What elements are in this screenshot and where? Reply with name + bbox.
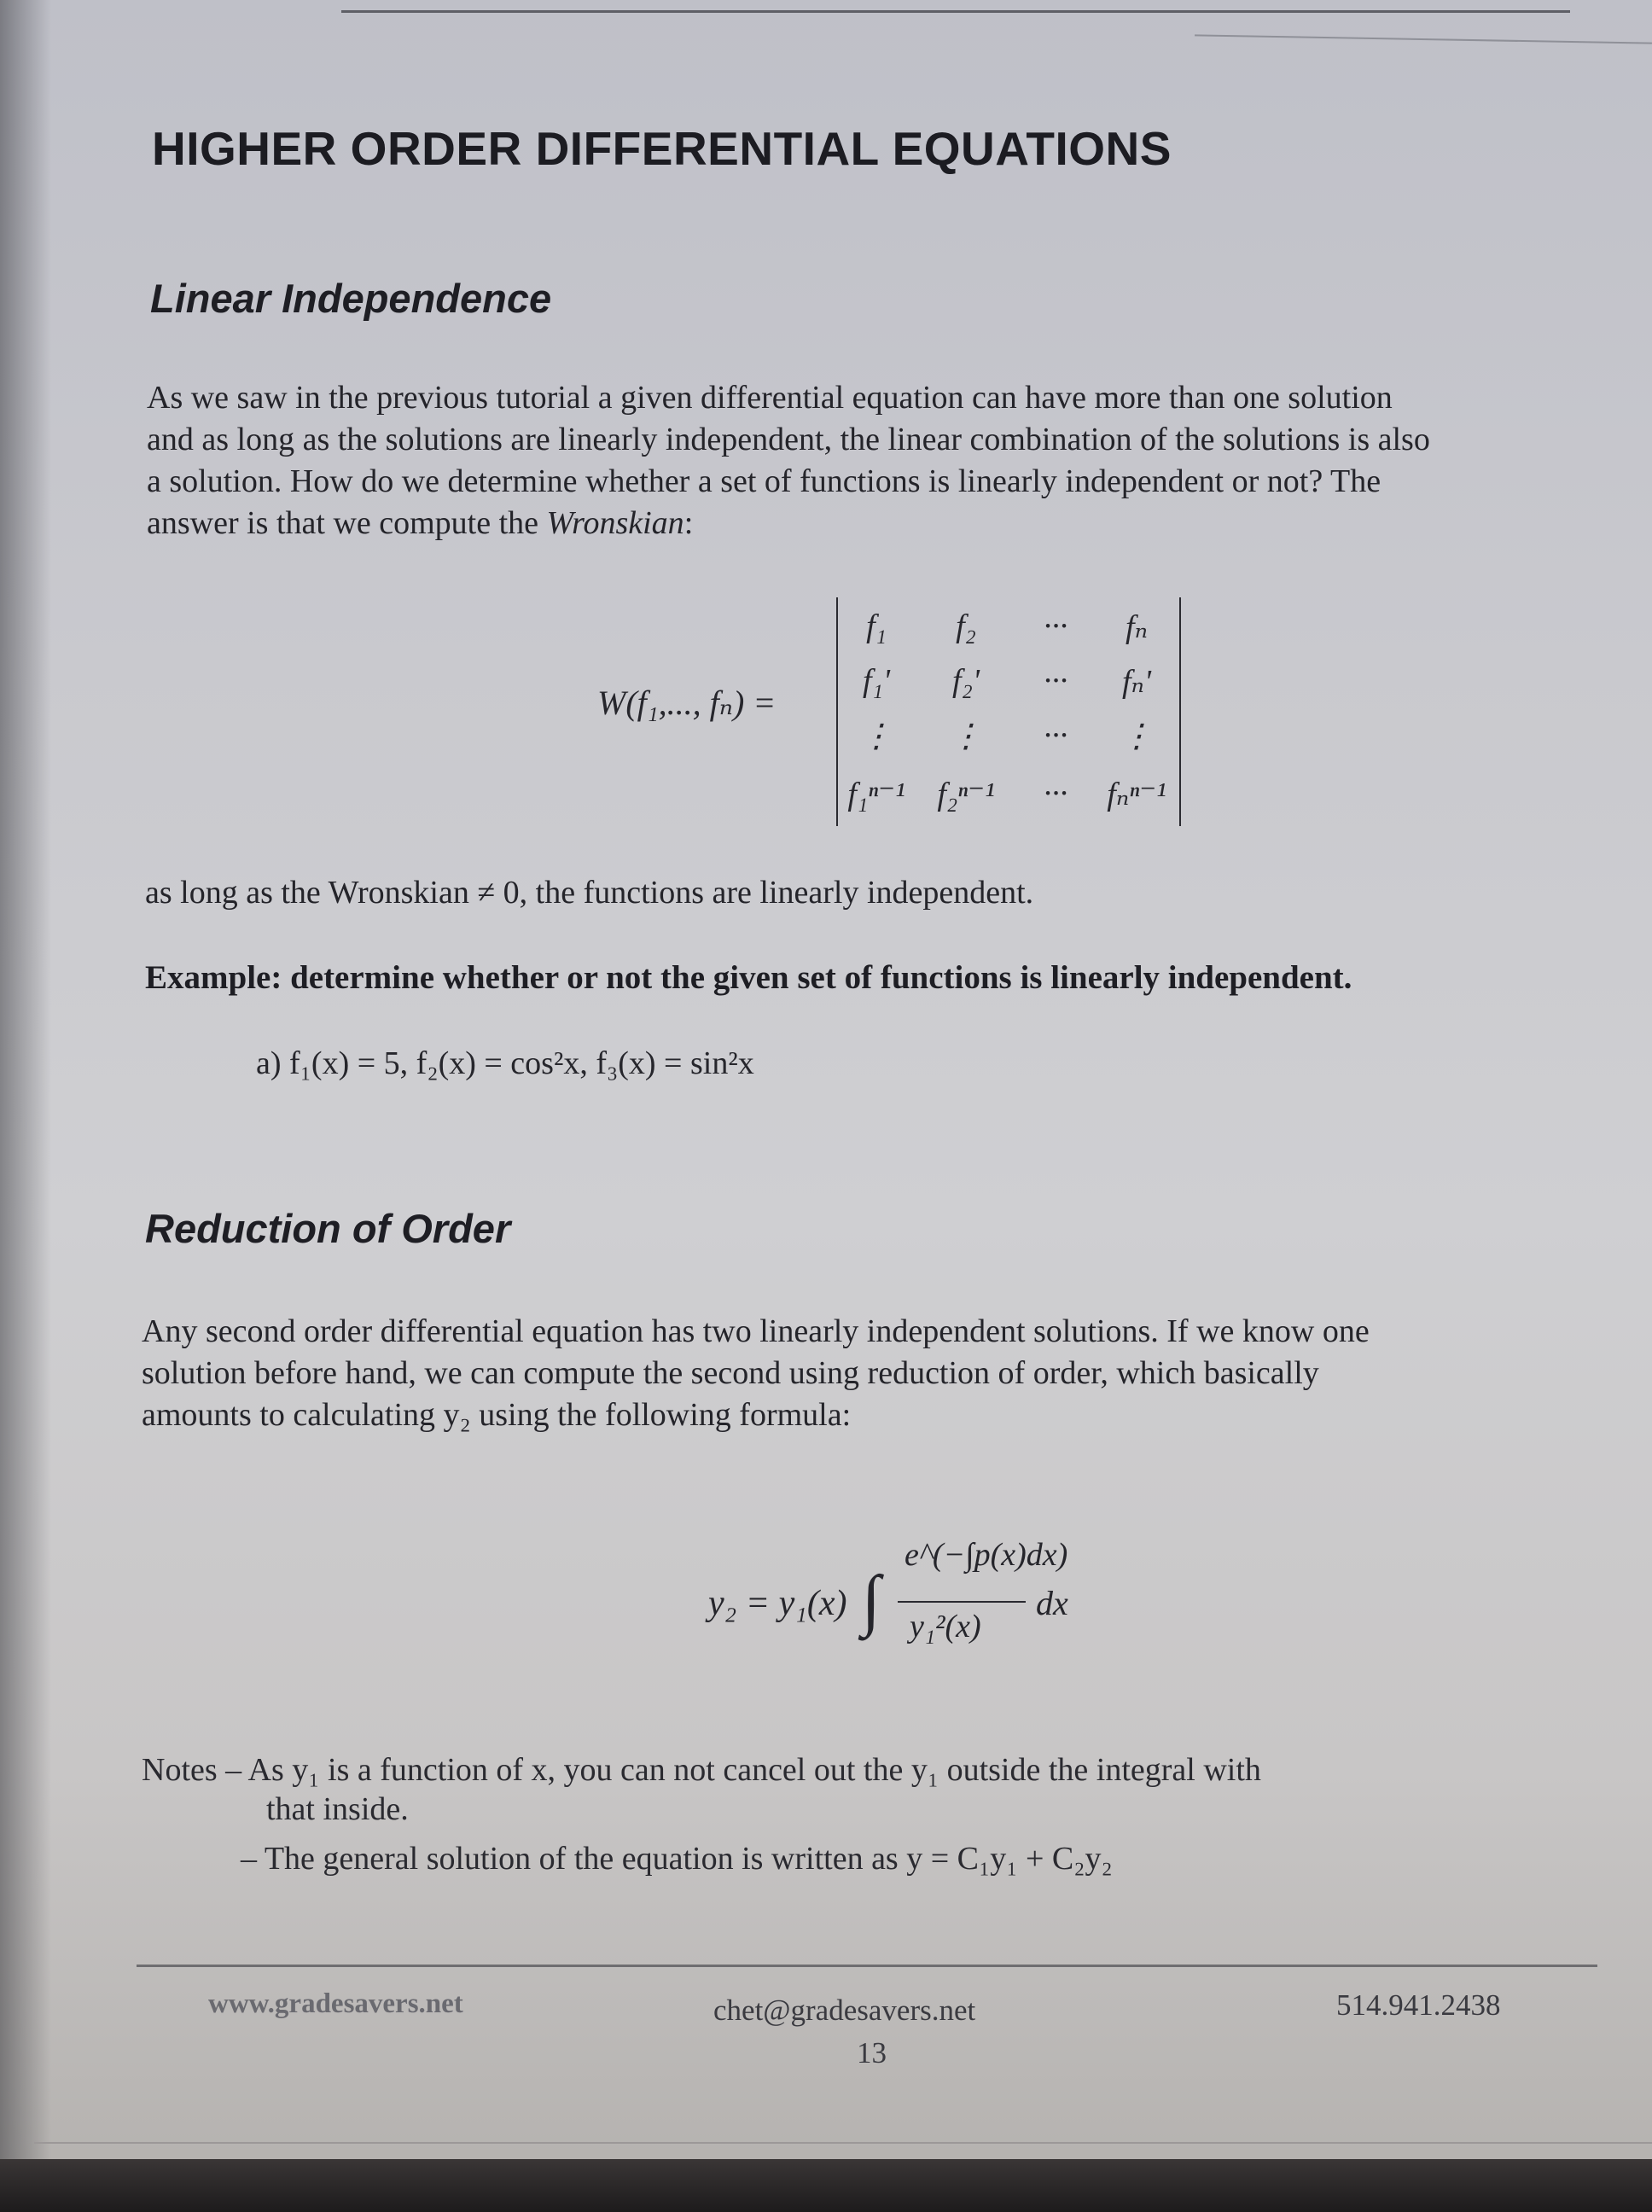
background-surface (0, 2159, 1652, 2212)
paragraph-line: As we saw in the previous tutorial a given differential equation can have more than one solution (147, 380, 1393, 416)
footer-rule (137, 1965, 1597, 1967)
notes-line-1 (142, 1751, 1261, 1789)
matrix-cell: ··· (1043, 608, 1068, 644)
page-edge (1195, 34, 1652, 44)
matrix-cell: ··· (1043, 718, 1068, 754)
wronskian-lhs: W(f₁,..., fₙ) = (597, 684, 777, 722)
example-heading: Example: determine whether or not the given set of functions is linearly independent. (145, 959, 1352, 996)
matrix-cell: ··· (1043, 663, 1068, 699)
paragraph-line: solution before hand, we can compute the second using reduction of order, which basically (142, 1355, 1319, 1391)
matrix-cell: fₙⁿ⁻¹ (1107, 777, 1166, 812)
matrix-cell: f₁ (866, 608, 887, 644)
page-shadow (0, 0, 51, 2212)
section-heading-reduction-of-order: Reduction of Order (145, 1206, 511, 1251)
footer-website: www.gradesavers.net (208, 1988, 463, 2019)
footer-page-number: 13 (857, 2036, 887, 2069)
wronskian-determinant (836, 597, 1181, 826)
reduction-paragraph (142, 1311, 1370, 1436)
paragraph-line: a solution. How do we determine whether a set of functions is linearly independent or not? The (147, 463, 1382, 499)
paragraph-line: Any second order differential equation has two linearly independent solutions. If we know one (142, 1313, 1370, 1349)
lower-page-edge (34, 2142, 1652, 2144)
matrix-cell: ⋮ (1120, 719, 1153, 754)
paragraph-line (147, 503, 1430, 544)
footer-phone: 514.941.2438 (1336, 1988, 1501, 2022)
footer-email: chet@gradesavers.net (713, 1994, 976, 2027)
wronskian-term: Wronskian (546, 505, 684, 541)
formula-numerator: e^(−∫p(x)dx) (905, 1537, 1068, 1573)
note-text: – As y₁ is a function of x, you can not cancel out the y₁ outside the integral with (225, 1752, 1261, 1788)
notes-line-2: that inside. (266, 1791, 409, 1827)
formula-dx: dx (1036, 1584, 1068, 1622)
matrix-cell: f₂' (952, 663, 980, 699)
notes-label: Notes (142, 1752, 218, 1788)
matrix-cell: ··· (1043, 776, 1068, 812)
notes-line-3: – The general solution of the equation is written as y = C₁y₁ + C₂y₂ (241, 1841, 1113, 1877)
matrix-cell: f₁' (863, 663, 890, 699)
top-rule (341, 10, 1570, 13)
matrix-cell: f₁ⁿ⁻¹ (847, 777, 905, 812)
wronskian-equation (597, 597, 1195, 828)
reduction-formula (708, 1536, 1101, 1673)
paragraph-line: and as long as the solutions are linearly independent, the linear combination of the solutions is also (147, 422, 1430, 457)
formula-lhs: y₂ = y₁(x) (708, 1584, 847, 1623)
paragraph-text: answer is that we compute the (147, 505, 547, 541)
example-a: a) f₁(x) = 5, f₂(x) = cos²x, f₃(x) = sin²x (256, 1045, 754, 1081)
matrix-cell: f₂ (956, 608, 976, 644)
matrix-cell: ⋮ (950, 719, 982, 754)
matrix-cell: ⋮ (860, 719, 893, 754)
formula-denominator: y₁²(x) (910, 1609, 981, 1644)
paragraph-line: amounts to calculating y₂ using the following formula: (142, 1397, 852, 1433)
page-title: HIGHER ORDER DIFFERENTIAL EQUATIONS (152, 122, 1172, 175)
matrix-cell: f₂ⁿ⁻¹ (937, 777, 995, 812)
matrix-cell: fₙ' (1121, 664, 1152, 700)
matrix-cell: fₙ (1126, 609, 1148, 645)
paragraph-text: : (683, 505, 694, 541)
section-heading-linear-independence: Linear Independence (150, 276, 552, 321)
integral-sign: ∫ (862, 1563, 881, 1638)
fraction-bar (898, 1601, 1026, 1603)
linear-independence-paragraph (147, 377, 1430, 544)
wronskian-condition: as long as the Wronskian ≠ 0, the functions are linearly independent. (145, 875, 1034, 911)
